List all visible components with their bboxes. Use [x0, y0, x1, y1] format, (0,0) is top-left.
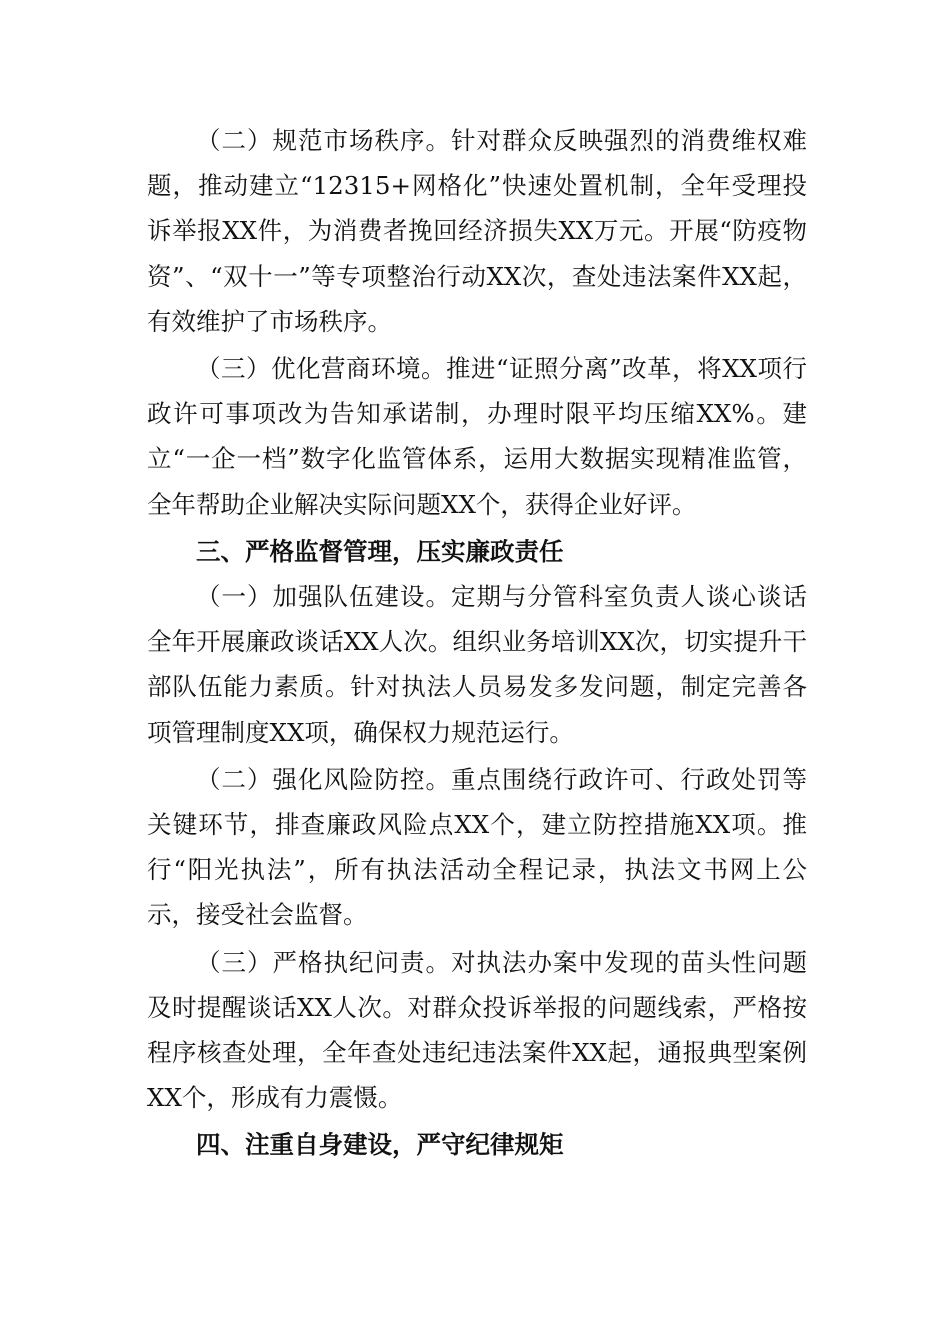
paragraph-lead: （二）强化风险防控。: [196, 764, 451, 794]
paragraph-risk-control: [147, 757, 807, 938]
paragraph-text: 重点围绕行政许可、行政处罚等关键环节，排查廉政风险点XX个，建立防控措施XX项。推行“阳光执法”，所有执法活动全程记录，执法文书网上公示，接受社会监督。: [147, 764, 807, 930]
paragraph-market-order: [147, 118, 807, 344]
paragraph-text: 推进“证照分离”改革，将XX项行政许可事项改为告知承诺制，办理时限平均压缩XX%。建立“一企一档”数字化监管体系，运用大数据实现精准监管，全年帮助企业解决实际问题XX个，获得企业好评。: [147, 354, 808, 519]
paragraph-lead: （三）严格执纪问责。: [196, 947, 451, 977]
paragraph-text: 针对群众反映强烈的消费维权难题，推动建立“12315+网格化”快速处置机制，全年受理投诉举报XX件，为消费者挽回经济损失XX万元。开展“防疫物资”、“双十一”等专项整治行动XX次，查处违法案件XX起，有效维护了市场秩序。: [147, 126, 807, 336]
paragraph-text: 对执法办案中发现的苗头性问题及时提醒谈话XX人次。对群众投诉举报的问题线索，严格按程序核查处理，全年查处违纪违法案件XX起，通报典型案例XX个，形成有力震慑。: [147, 947, 807, 1113]
paragraph-lead: （二）规范市场秩序。: [196, 126, 451, 155]
section-heading-four: 四、注重自身建设，严守纪律规矩: [196, 1130, 564, 1160]
paragraph-lead: （一）加强队伍建设。: [196, 582, 451, 612]
section-heading-three: 三、严格监督管理，压实廉政责任: [196, 536, 564, 566]
paragraph-text: 定期与分管科室负责人谈心谈话全年开展廉政谈话XX人次。组织业务培训XX次，切实提升干部队伍能力素质。针对执法人员易发多发问题，制定完善各项管理制度XX项，确保权力规范运行。: [147, 582, 807, 747]
paragraph-discipline: [147, 940, 807, 1121]
paragraph-business-environment: [147, 346, 807, 527]
document-body: [147, 118, 807, 1168]
paragraph-lead: （三）优化营商环境。: [196, 354, 447, 384]
paragraph-team-building: [147, 574, 807, 755]
